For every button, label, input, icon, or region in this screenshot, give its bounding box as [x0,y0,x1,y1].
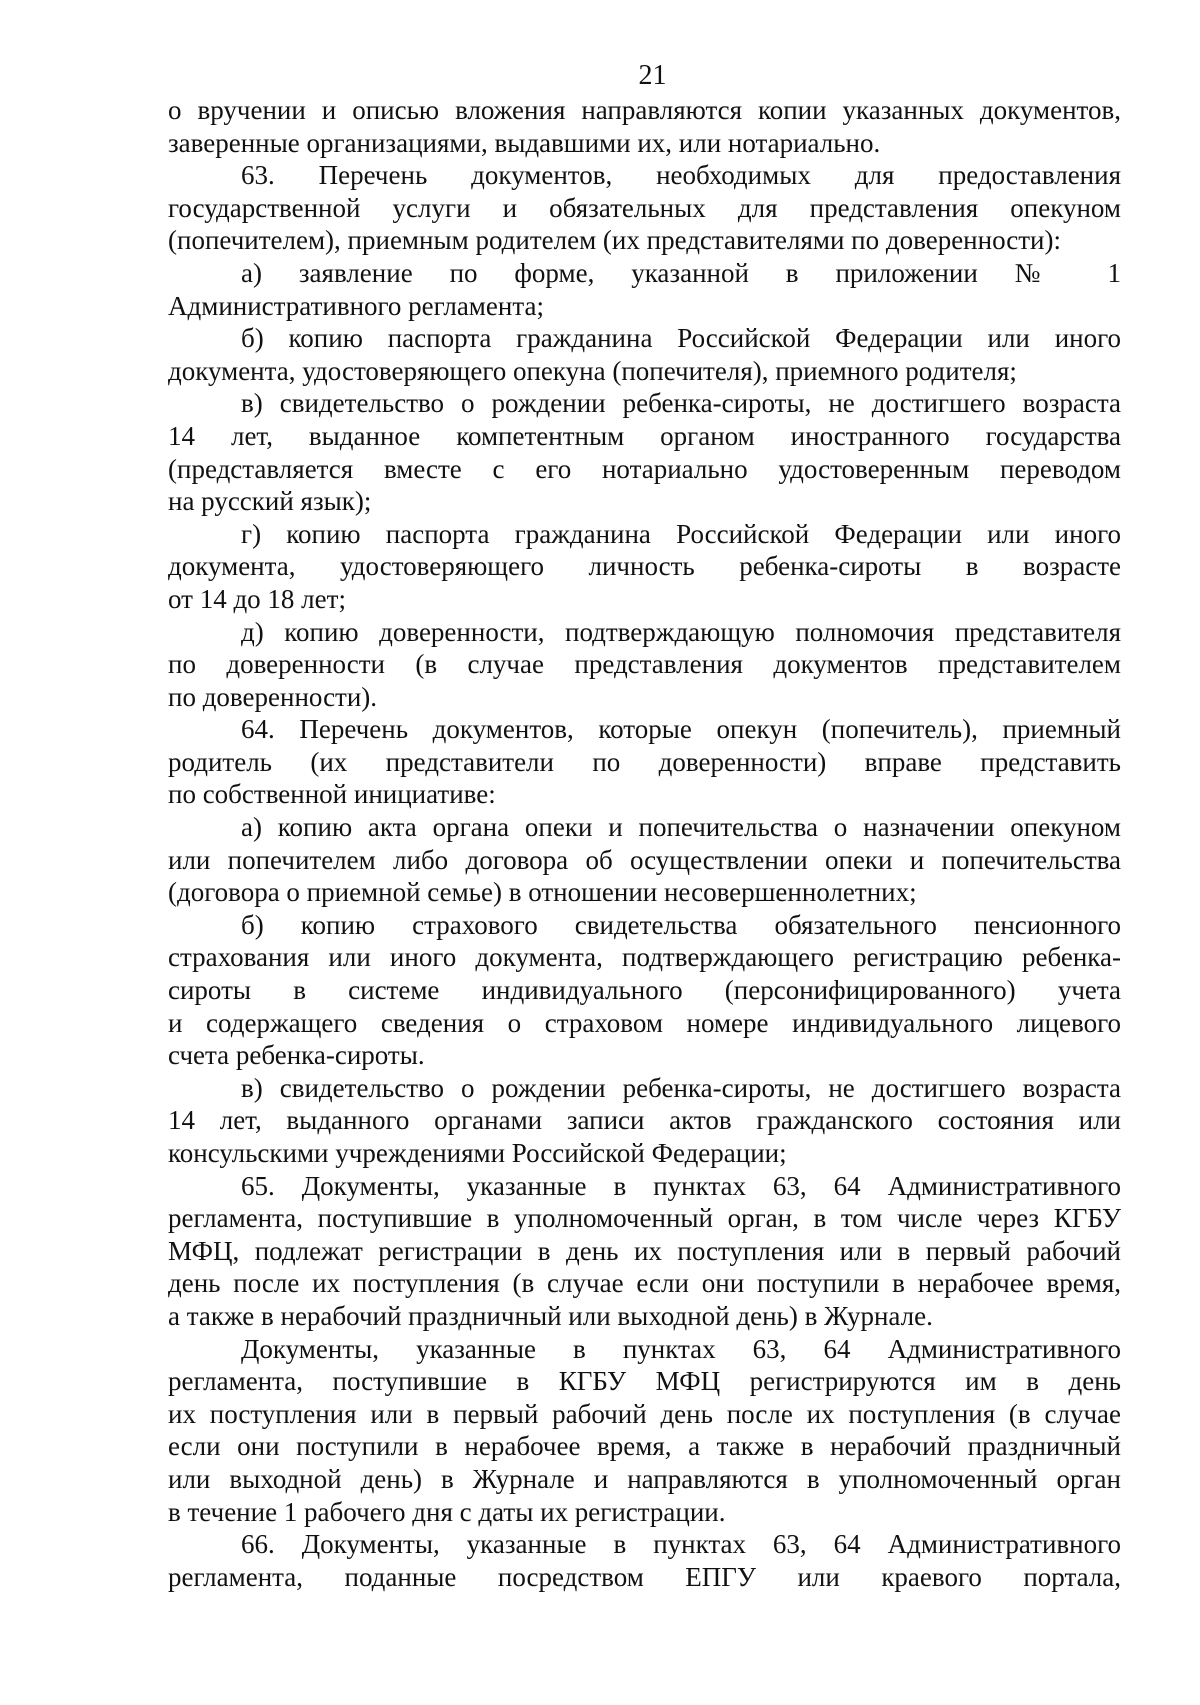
text-line: родитель (их представители по доверенности) вправе представить [168,746,1121,777]
text-line: документа, удостоверяющего личность ребенка-сироты в возрасте [168,551,1121,582]
text-line: г) копию паспорта гражданина Российской Федерации или иного [241,518,1121,549]
text-line: счета ребенка-сироты. [168,1040,425,1071]
text-line: регламента, поступившие в уполномоченный орган, в том числе через КГБУ [168,1203,1121,1234]
text-line: а) копию акта органа опеки и попечительства о назначении опекуном [241,812,1121,843]
paragraph [168,257,1121,322]
text-line: (договора о приемной семье) в отношении несовершеннолетних; [168,877,917,908]
text-line: а также в нерабочий праздничный или выходной день) в Журнале. [168,1300,933,1331]
text-line: и содержащего сведения о страховом номере индивидуального лицевого [168,1007,1121,1038]
text-line: государственной услуги и обязательных для представления опекуном [168,192,1121,223]
text-line: по доверенности (в случае представления документов представителем [168,649,1121,680]
text-line: или попечителем либо договора об осуществлении опеки и попечительства [168,844,1121,875]
text-line: в) свидетельство о рождении ребенка-сироты, не достигшего возраста [241,388,1121,419]
text-line: (представляется вместе с его нотариально удостоверенным переводом [168,453,1121,484]
paragraph [168,1333,1121,1529]
paragraph [168,1528,1121,1593]
text-line: б) копию паспорта гражданина Российской Федерации или иного [241,323,1121,354]
paragraph [168,387,1121,517]
text-line: день после их поступления (в случае если они поступили в нерабочее время, [168,1268,1121,1299]
paragraph [168,1170,1121,1333]
text-line: 14 лет, выданного органами записи актов гражданского состояния или [168,1105,1121,1136]
text-line: (попечителем), приемным родителем (их представителями по доверенности): [168,225,1061,256]
paragraph [168,616,1121,714]
text-line: страхования или иного документа, подтверждающего регистрацию ребенка- [168,942,1121,973]
text-line: 65. Документы, указанные в пунктах 63, 64 Административного [241,1170,1121,1201]
text-line: б) копию страхового свидетельства обязательного пенсионного [241,909,1121,940]
text-line: заверенные организациями, выдавшими их, или нотариально. [168,127,881,158]
text-line: или выходной день) в Журнале и направляются в уполномоченный орган [168,1463,1121,1494]
text-line: по собственной инициативе: [168,779,496,810]
paragraph [168,713,1121,811]
text-line: Документы, указанные в пунктах 63, 64 Административного [241,1333,1121,1364]
text-line: документа, удостоверяющего опекуна (попечителя), приемного родителя; [168,355,1017,386]
text-line: от 14 до 18 лет; [168,583,346,614]
paragraph [168,909,1121,1072]
text-line: МФЦ, подлежат регистрации в день их поступления или в первый рабочий [168,1235,1121,1266]
text-line: в течение 1 рабочего дня с даты их регистрации. [168,1496,726,1527]
text-line: 14 лет, выданное компетентным органом иностранного государства [168,420,1121,451]
text-line: регламента, поданные посредством ЕПГУ или краевого портала, [168,1561,1121,1592]
document-body [168,94,1121,1593]
text-line: д) копию доверенности, подтверждающую полномочия представителя [241,616,1121,647]
text-line: 63. Перечень документов, необходимых для предоставления [241,160,1121,191]
paragraph [168,518,1121,616]
text-line: о вручении и описью вложения направляются копии указанных документов, [168,95,1121,125]
text-line: их поступления или в первый рабочий день после их поступления (в случае [168,1398,1121,1429]
text-line: по доверенности). [168,681,378,712]
paragraph [168,94,1121,159]
text-line: на русский язык); [168,486,372,517]
paragraph [168,811,1121,909]
paragraph [168,159,1121,257]
text-line: 66. Документы, указанные в пунктах 63, 64 Административного [241,1529,1121,1560]
text-line: консульскими учреждениями Российской Федерации; [168,1138,787,1168]
page-number: 21 [638,60,667,91]
document-page [168,60,1121,1593]
paragraph [168,1072,1121,1170]
text-line: если они поступили в нерабочее время, а также в нерабочий праздничный [168,1431,1121,1462]
text-line: в) свидетельство о рождении ребенка-сироты, не достигшего возраста [241,1072,1121,1103]
text-line: регламента, поступившие в КГБУ МФЦ регистрируются им в день [168,1366,1121,1397]
paragraph [168,322,1121,387]
text-line: Административного регламента; [168,290,544,321]
text-line: а) заявление по форме, указанной в приложении № 1 [241,257,1121,288]
text-line: сироты в системе индивидуального (персонифицированного) учета [168,975,1121,1006]
text-line: 64. Перечень документов, которые опекун (попечитель), приемный [241,714,1121,745]
